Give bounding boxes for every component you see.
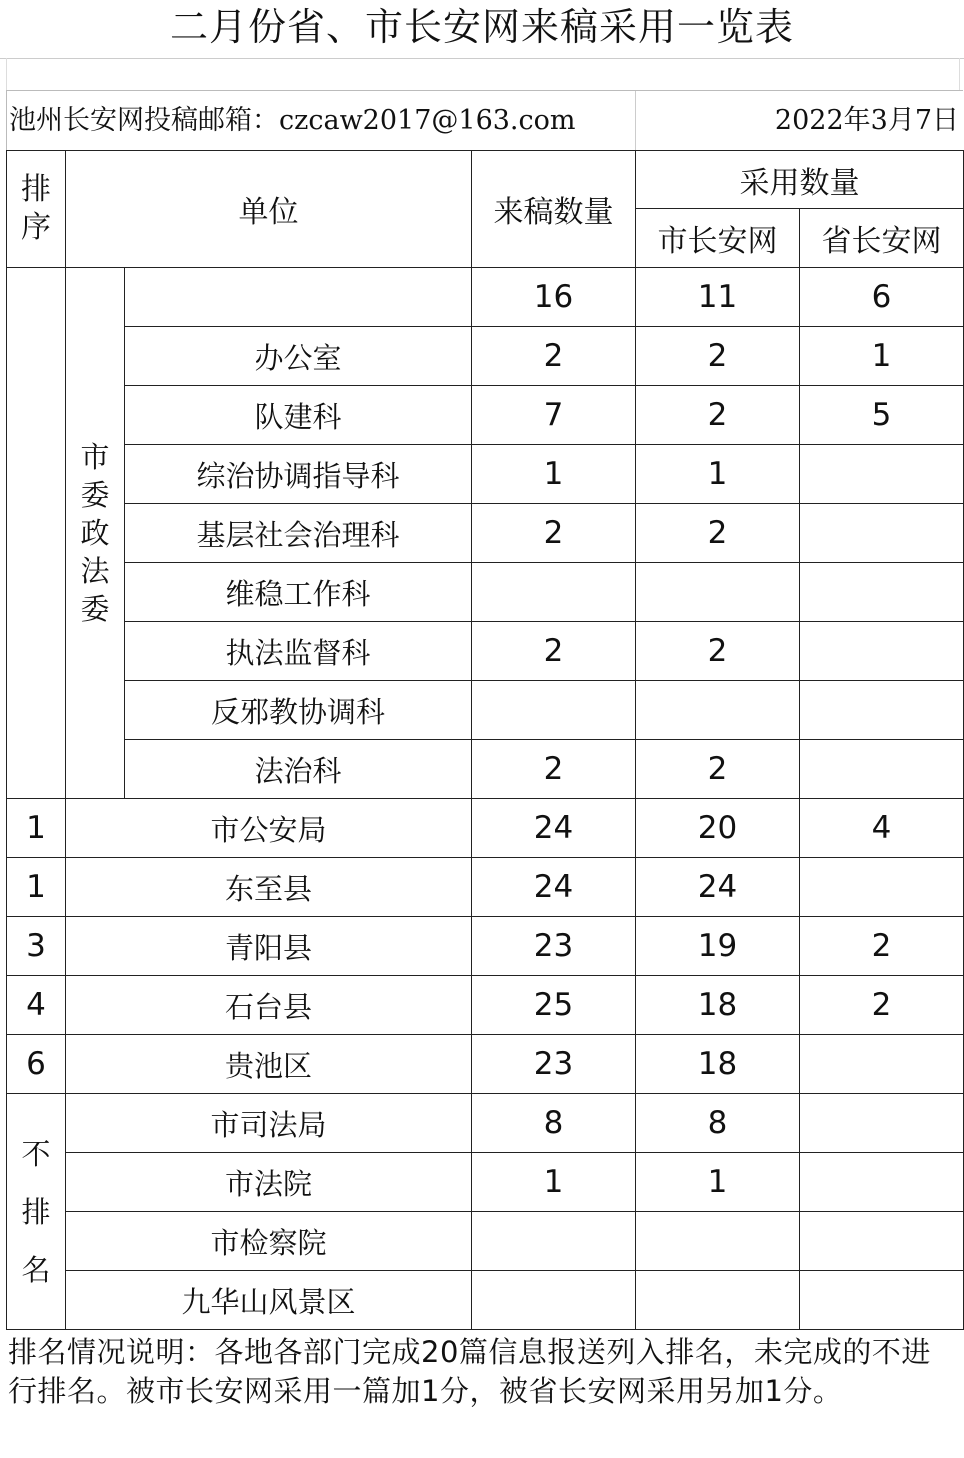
committee-subunit-submitted: 2 — [472, 622, 636, 681]
committee-subunit: 维稳工作科 — [125, 563, 472, 622]
rank-cell: 3 — [7, 917, 66, 976]
ranked-submitted: 23 — [472, 1035, 636, 1094]
ranked-city: 18 — [636, 1035, 800, 1094]
committee-subunit-province — [800, 681, 964, 740]
committee-subunit-submitted: 2 — [472, 327, 636, 386]
table-row — [7, 1271, 964, 1330]
info-divider — [635, 91, 636, 151]
table-row — [7, 1153, 964, 1212]
unit-name: 东至县 — [66, 858, 472, 917]
committee-subunit-city: 1 — [636, 445, 800, 504]
committee-name-char: 委 — [80, 478, 110, 512]
ranked-submitted: 23 — [472, 917, 636, 976]
committee-subunit-submitted — [472, 563, 636, 622]
committee-subunit-province: 5 — [800, 386, 964, 445]
committee-total-province: 6 — [800, 268, 964, 327]
committee-subunit: 基层社会治理科 — [125, 504, 472, 563]
committee-subunit-province — [800, 563, 964, 622]
table-row — [7, 563, 964, 622]
unit-name: 石台县 — [66, 976, 472, 1035]
ranked-submitted: 24 — [472, 858, 636, 917]
committee-subunit-submitted — [472, 681, 636, 740]
committee-rank-cell — [7, 268, 66, 799]
committee-subunit: 综治协调指导科 — [125, 445, 472, 504]
ranked-province: 2 — [800, 917, 964, 976]
committee-name-char: 市 — [80, 440, 110, 474]
ranked-city: 24 — [636, 858, 800, 917]
unranked-city: 1 — [636, 1153, 800, 1212]
unit-name: 青阳县 — [66, 917, 472, 976]
unranked-submitted — [472, 1212, 636, 1271]
table-row — [7, 740, 964, 799]
table-row — [7, 386, 964, 445]
committee-subunit-submitted: 7 — [472, 386, 636, 445]
unit-name: 九华山风景区 — [66, 1271, 472, 1330]
ranking-note: 排名情况说明：各地各部门完成20篇信息报送列入排名，未完成的不进行排名。被市长安网采用一篇加1分，被省长安网采用另加1分。 — [8, 1335, 931, 1408]
table-row — [7, 445, 964, 504]
committee-subunit-city: 2 — [636, 622, 800, 681]
committee-name-char: 委 — [80, 592, 110, 626]
unit-name: 市检察院 — [66, 1212, 472, 1271]
rank-cell: 1 — [7, 799, 66, 858]
table-row — [7, 681, 964, 740]
adoption-table — [6, 150, 964, 1330]
header-unit: 单位 — [66, 151, 472, 268]
committee-name-char: 政 — [80, 516, 110, 550]
ranked-submitted: 25 — [472, 976, 636, 1035]
unit-name: 市司法局 — [66, 1094, 472, 1153]
report-date: 2022年3月7日 — [774, 105, 959, 136]
table-row — [7, 976, 964, 1035]
ranked-city: 19 — [636, 917, 800, 976]
rank-cell: 1 — [7, 858, 66, 917]
table-row — [7, 858, 964, 917]
ranked-province: 4 — [800, 799, 964, 858]
unranked-label-char: 排 — [21, 1194, 51, 1229]
rank-cell: 6 — [7, 1035, 66, 1094]
table-row — [7, 1094, 964, 1153]
unranked-label-char: 不 — [21, 1136, 51, 1171]
committee-name-char: 法 — [80, 554, 110, 588]
table-row — [7, 268, 964, 327]
table-row — [7, 622, 964, 681]
committee-subunit: 反邪教协调科 — [125, 681, 472, 740]
committee-subunit-city: 2 — [636, 327, 800, 386]
committee-subunit-province — [800, 740, 964, 799]
committee-name — [66, 268, 125, 799]
header-submitted: 来稿数量 — [472, 151, 636, 268]
unranked-province — [800, 1153, 964, 1212]
unranked-submitted: 8 — [472, 1094, 636, 1153]
committee-subunit-province — [800, 445, 964, 504]
unit-name: 市公安局 — [66, 799, 472, 858]
committee-subunit: 法治科 — [125, 740, 472, 799]
committee-subunit: 队建科 — [125, 386, 472, 445]
unranked-submitted — [472, 1271, 636, 1330]
unit-name: 贵池区 — [66, 1035, 472, 1094]
unranked-city — [636, 1271, 800, 1330]
unranked-province — [800, 1271, 964, 1330]
committee-subunit-city: 2 — [636, 740, 800, 799]
committee-subunit-submitted: 1 — [472, 445, 636, 504]
ranked-city: 20 — [636, 799, 800, 858]
ranked-city: 18 — [636, 976, 800, 1035]
committee-subunit-city — [636, 681, 800, 740]
committee-total-city: 11 — [636, 268, 800, 327]
unranked-province — [800, 1212, 964, 1271]
committee-total-unit — [125, 268, 472, 327]
committee-subunit-submitted: 2 — [472, 504, 636, 563]
page-title: 二月份省、市长安网来稿采用一览表 — [0, 0, 964, 59]
table-row — [7, 1212, 964, 1271]
ranked-province — [800, 1035, 964, 1094]
ranked-province — [800, 858, 964, 917]
committee-subunit-city: 2 — [636, 504, 800, 563]
header-city-site: 市长安网 — [636, 209, 800, 268]
table-row — [7, 799, 964, 858]
unranked-submitted: 1 — [472, 1153, 636, 1212]
committee-subunit: 执法监督科 — [125, 622, 472, 681]
submission-email: 池州长安网投稿邮箱：czcaw2017@163.com — [9, 105, 576, 136]
table-row — [7, 917, 964, 976]
rank-cell: 4 — [7, 976, 66, 1035]
committee-subunit-city — [636, 563, 800, 622]
table-row — [7, 327, 964, 386]
header-province-site: 省长安网 — [800, 209, 964, 268]
title-spacer — [6, 58, 960, 90]
unranked-city: 8 — [636, 1094, 800, 1153]
unranked-city — [636, 1212, 800, 1271]
info-bar — [6, 90, 963, 151]
unit-name: 市法院 — [66, 1153, 472, 1212]
ranked-submitted: 24 — [472, 799, 636, 858]
unranked-label-char: 名 — [21, 1252, 51, 1287]
header-adopted: 采用数量 — [636, 151, 964, 209]
unranked-label — [7, 1094, 66, 1330]
unranked-province — [800, 1094, 964, 1153]
committee-subunit-province — [800, 504, 964, 563]
committee-subunit-submitted: 2 — [472, 740, 636, 799]
ranked-province: 2 — [800, 976, 964, 1035]
committee-subunit: 办公室 — [125, 327, 472, 386]
table-row — [7, 504, 964, 563]
header-rank: 排序 — [7, 151, 66, 268]
committee-subunit-province: 1 — [800, 327, 964, 386]
table-row — [7, 1035, 964, 1094]
committee-subunit-city: 2 — [636, 386, 800, 445]
committee-subunit-province — [800, 622, 964, 681]
committee-total-submitted: 16 — [472, 268, 636, 327]
